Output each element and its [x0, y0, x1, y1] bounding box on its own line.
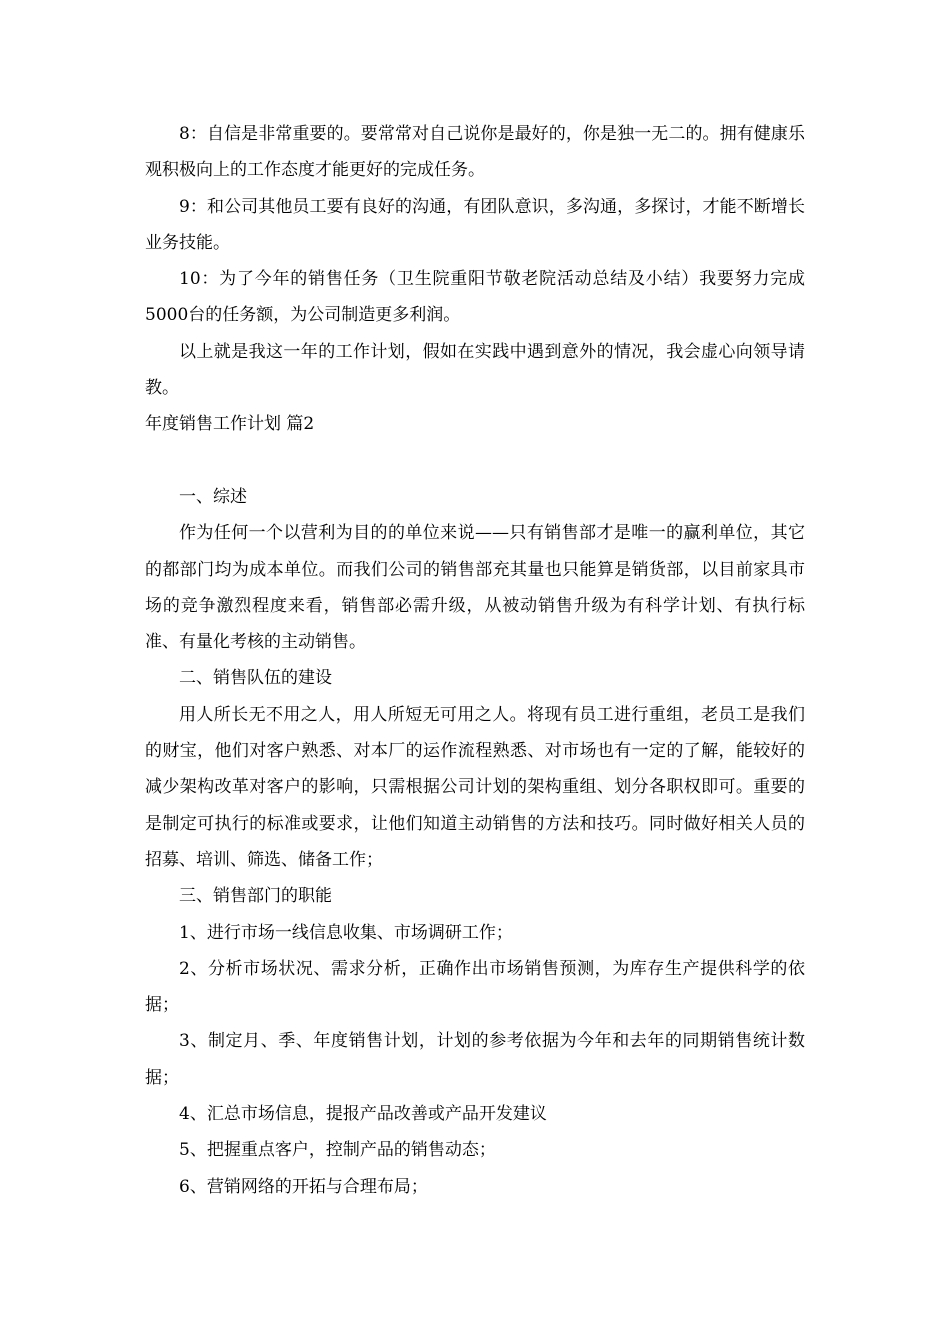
paragraph-closing: 以上就是我这一年的工作计划，假如在实践中遇到意外的情况，我会虚心向领导请教。 — [145, 341, 805, 399]
subheading-department-functions: 三、销售部门的职能 — [179, 886, 332, 907]
section-title: 年度销售工作计划 篇2 — [145, 414, 315, 435]
subheading-overview: 一、综述 — [179, 486, 247, 507]
paragraph-item-10: 10：为了今年的销售任务（卫生院重阳节敬老院活动总结及小结）我要努力完成5000台的任务额，为公司制造更多利润。 — [145, 269, 805, 326]
list-item-function-1: 1、进行市场一线信息收集、市场调研工作； — [179, 922, 513, 943]
paragraph-item-9: 9：和公司其他员工要有良好的沟通，有团队意识，多沟通，多探讨，才能不断增长业务技能。 — [145, 196, 805, 253]
paragraph-overview: 作为任何一个以营利为目的的单位来说——只有销售部才是唯一的赢利单位，其它的都部门均为成本单位。而我们公司的销售部充其量也只能算是销货部，以目前家具市场的竞争激烈程度来看，销售部必需升级，从被动销售升级为有科学计划、有执行标准、有量化考核的主动销售。 — [145, 523, 805, 653]
subheading-team-building: 二、销售队伍的建设 — [179, 668, 332, 689]
list-item-function-3: 3、制定月、季、年度销售计划，计划的参考依据为今年和去年的同期销售统计数据； — [145, 1031, 805, 1088]
blank-line — [145, 443, 805, 479]
list-item-function-5: 5、把握重点客户，控制产品的销售动态； — [179, 1140, 496, 1161]
document-body — [145, 116, 805, 1205]
list-item-function-4: 4、汇总市场信息，提报产品改善或产品开发建议 — [179, 1104, 547, 1125]
list-item-function-6: 6、营销网络的开拓与合理布局； — [179, 1176, 428, 1197]
paragraph-team-building: 用人所长无不用之人，用人所短无可用之人。将现有员工进行重组，老员工是我们的财宝，他们对客户熟悉、对本厂的运作流程熟悉、对市场也有一定的了解，能较好的减少架构改革对客户的影响，只需根据公司计划的架构重组、划分各职权即可。重要的是制定可执行的标准或要求，让他们知道主动销售的方法和技巧。同时做好相关人员的招募、培训、筛选、储备工作； — [145, 704, 805, 870]
list-item-function-2: 2、分析市场状况、需求分析，正确作出市场销售预测，为库存生产提供科学的依据； — [145, 958, 805, 1016]
paragraph-item-8: 8：自信是非常重要的。要常常对自己说你是最好的，你是独一无二的。拥有健康乐观积极向上的工作态度才能更好的完成任务。 — [145, 124, 805, 181]
